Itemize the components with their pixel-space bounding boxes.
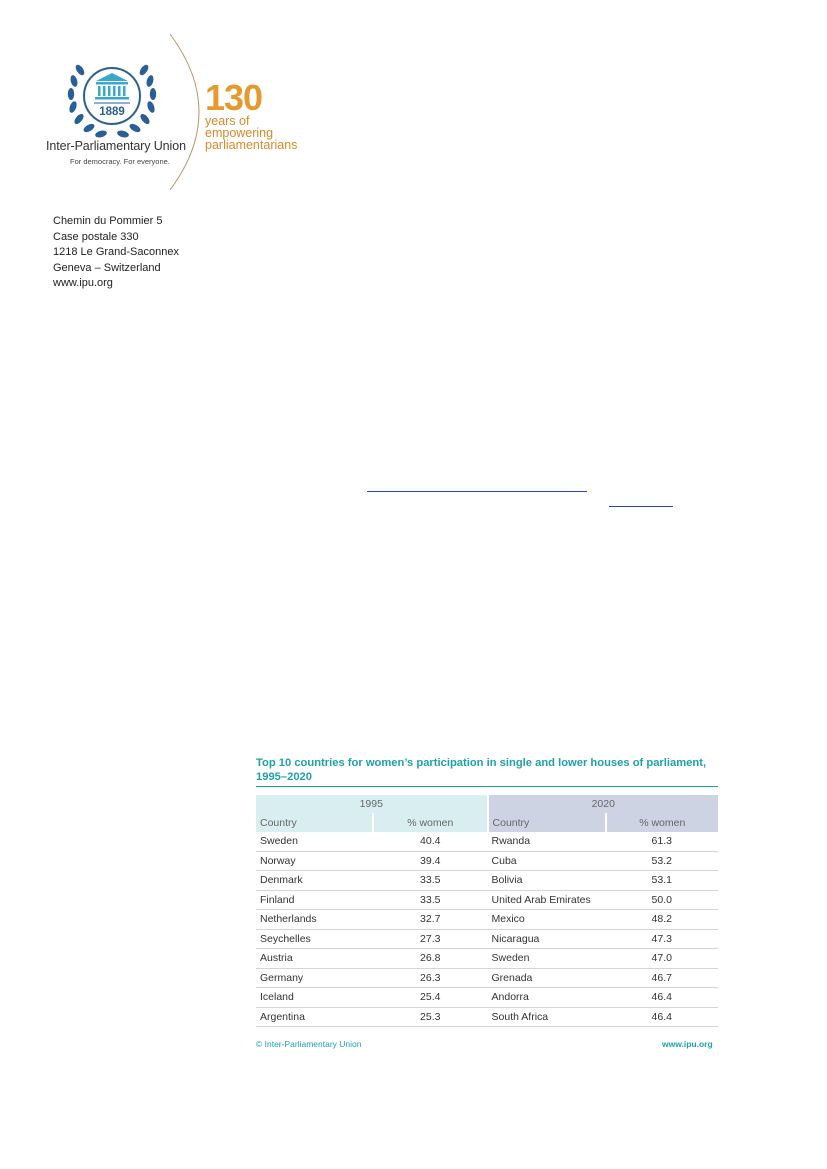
table-row — [256, 1007, 718, 1027]
percent-cell: 33.5 — [373, 871, 488, 891]
percent-cell: 46.4 — [606, 1007, 718, 1027]
percent-cell: 39.4 — [373, 851, 488, 871]
table-row — [256, 910, 718, 930]
hyperlink-underline[interactable] — [367, 491, 587, 492]
anniversary-line: empowering — [205, 126, 274, 140]
percent-cell: 47.3 — [606, 929, 718, 949]
emblem-year: 1889 — [99, 106, 125, 118]
org-tagline: For democracy. For everyone. — [70, 157, 170, 166]
year-1995-header: 1995 — [256, 795, 488, 813]
table-column-header — [256, 813, 718, 832]
percent-cell: 25.4 — [373, 988, 488, 1008]
country-cell: Germany — [256, 968, 373, 988]
country-cell: Denmark — [256, 871, 373, 891]
anniversary-line: parliamentarians — [205, 138, 298, 152]
percent-cell: 46.4 — [606, 988, 718, 1008]
table-year-header — [256, 795, 718, 813]
country-cell: Norway — [256, 851, 373, 871]
year-2020-header: 2020 — [488, 795, 718, 813]
copyright-note: © Inter-Parliamentary Union — [256, 1039, 362, 1049]
address-city: 1218 Le Grand-Saconnex — [53, 246, 179, 258]
anniversary-number: 130 — [205, 77, 263, 118]
country-cell: Sweden — [488, 949, 606, 969]
percent-cell: 53.1 — [606, 871, 718, 891]
percent-cell: 32.7 — [373, 910, 488, 930]
country-cell: Austria — [256, 949, 373, 969]
country-cell: Mexico — [488, 910, 606, 930]
percent-cell: 47.0 — [606, 949, 718, 969]
column-header-country: Country — [488, 813, 606, 832]
percent-cell: 26.3 — [373, 968, 488, 988]
percent-cell: 53.2 — [606, 851, 718, 871]
table-row — [256, 929, 718, 949]
country-cell: Iceland — [256, 988, 373, 1008]
hyperlink-underline[interactable] — [609, 506, 673, 507]
country-cell: Netherlands — [256, 910, 373, 930]
percent-cell: 40.4 — [373, 832, 488, 851]
table-row — [256, 949, 718, 969]
table-row — [256, 832, 718, 851]
women-parliament-table — [256, 795, 718, 1027]
country-cell: Seychelles — [256, 929, 373, 949]
percent-cell: 50.0 — [606, 890, 718, 910]
percent-cell: 25.3 — [373, 1007, 488, 1027]
table-body — [256, 832, 718, 1027]
column-header-percent: % women — [606, 813, 718, 832]
table-row — [256, 890, 718, 910]
percent-cell: 61.3 — [606, 832, 718, 851]
country-cell: Cuba — [488, 851, 606, 871]
table-title: Top 10 countries for women’s participation in single and lower houses of parliament, 1995–2020 — [256, 757, 707, 783]
ipu-emblem-logo — [66, 50, 158, 142]
percent-cell: 48.2 — [606, 910, 718, 930]
percent-cell: 33.5 — [373, 890, 488, 910]
country-cell: Bolivia — [488, 871, 606, 891]
country-cell: United Arab Emirates — [488, 890, 606, 910]
country-cell: Rwanda — [488, 832, 606, 851]
table-row — [256, 851, 718, 871]
percent-cell: 46.7 — [606, 968, 718, 988]
website-link[interactable]: www.ipu.org — [662, 1039, 713, 1049]
country-cell: Nicaragua — [488, 929, 606, 949]
address-block — [53, 214, 179, 292]
column-header-country: Country — [256, 813, 373, 832]
percent-cell: 27.3 — [373, 929, 488, 949]
table-row — [256, 871, 718, 891]
country-cell: Finland — [256, 890, 373, 910]
country-cell: Andorra — [488, 988, 606, 1008]
percent-cell: 26.8 — [373, 949, 488, 969]
address-postbox: Case postale 330 — [53, 230, 139, 243]
address-website: www.ipu.org — [53, 277, 113, 289]
country-cell: Sweden — [256, 832, 373, 851]
country-cell: South Africa — [488, 1007, 606, 1027]
org-name: Inter-Parliamentary Union — [46, 139, 186, 153]
table-row — [256, 968, 718, 988]
country-cell: Argentina — [256, 1007, 373, 1027]
address-street: Chemin du Pommier 5 — [53, 215, 163, 227]
country-cell: Grenada — [488, 968, 606, 988]
table-row — [256, 988, 718, 1008]
title-rule — [256, 786, 718, 787]
column-header-percent: % women — [373, 813, 488, 832]
anniversary-line: years of — [205, 114, 250, 128]
address-country: Geneva – Switzerland — [53, 261, 161, 274]
